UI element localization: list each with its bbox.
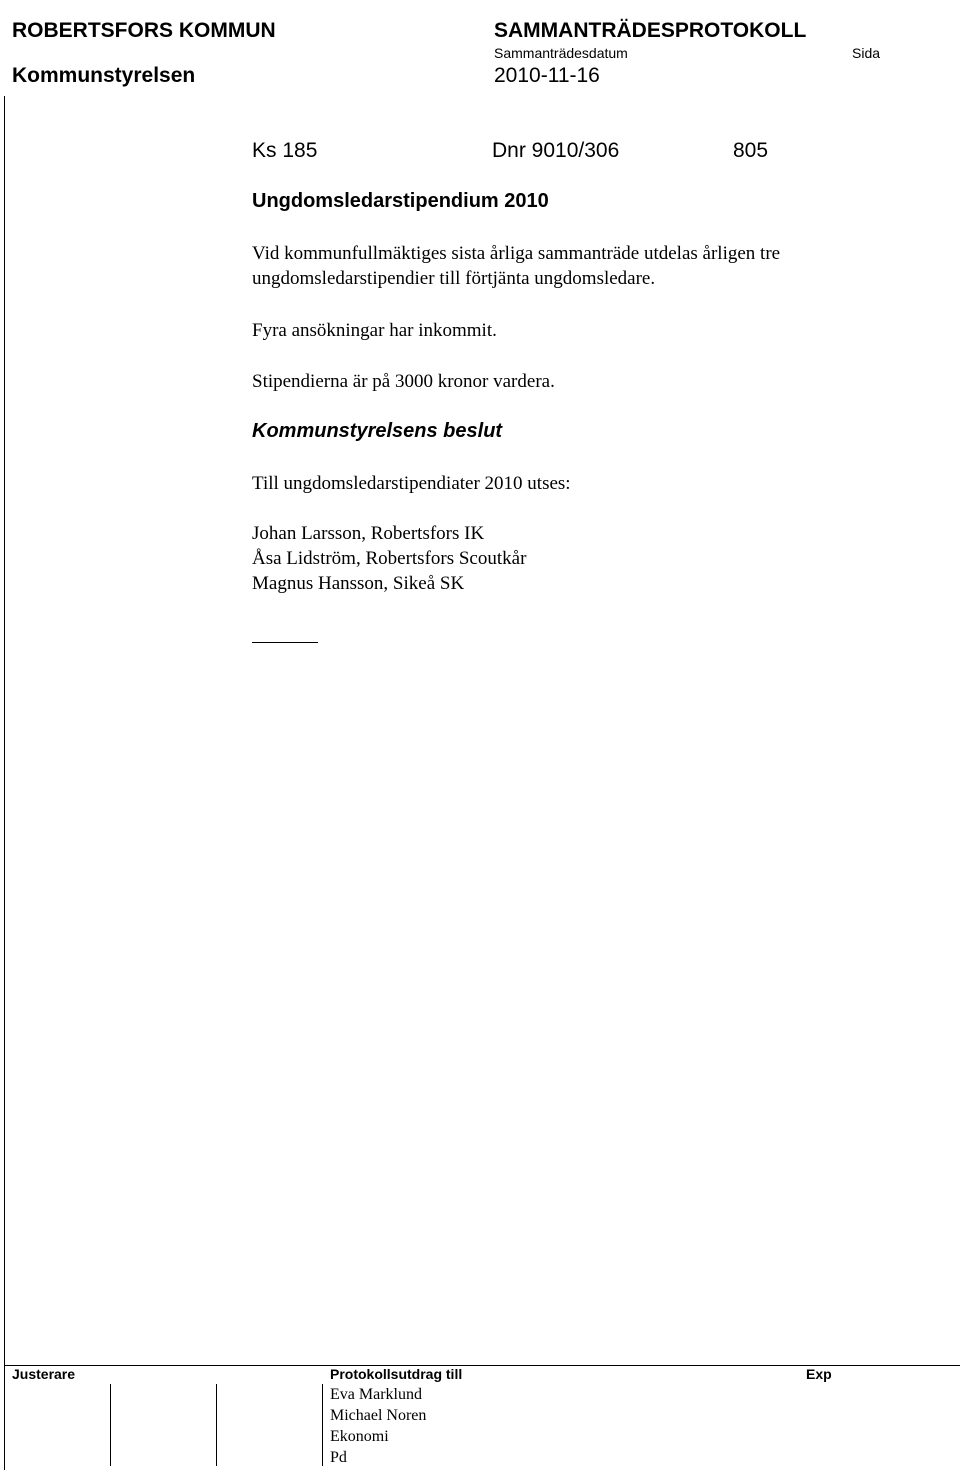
- adjuster-label: Justerare: [12, 1366, 76, 1382]
- decision-heading: Kommunstyrelsens beslut: [252, 420, 503, 442]
- diary-number: Dnr 9010/306: [492, 139, 620, 162]
- paragraph-line: Vid kommunfullmäktiges sista årliga sammanträde utdelas årligen tre: [252, 243, 781, 264]
- extract-label: Protokollsutdrag till: [330, 1366, 463, 1382]
- list-item: Michael Noren: [330, 1407, 427, 1424]
- signature-box-divider: [216, 1384, 217, 1466]
- paragraph-applications: Fyra ansökningar har inkommit.: [252, 320, 497, 341]
- list-item: Åsa Lidström, Robertsfors Scoutkår: [252, 548, 527, 569]
- board-name: Kommunstyrelsen: [12, 64, 196, 87]
- page-label: Sida: [852, 45, 881, 61]
- document-type: SAMMANTRÄDESPROTOKOLL: [494, 19, 807, 42]
- item-title: Ungdomsledarstipendium 2010: [252, 190, 549, 212]
- list-item: Eva Marklund: [330, 1386, 422, 1403]
- item-number: 805: [733, 139, 769, 162]
- meeting-date: 2010-11-16: [494, 64, 600, 87]
- left-margin-rule: [4, 96, 5, 1366]
- section-number: Ks 185: [252, 139, 318, 162]
- paragraph-line: ungdomsledarstipendier till förtjänta ungdomsledare.: [252, 268, 656, 289]
- extract-recipients: [330, 1384, 426, 1468]
- end-rule: [252, 642, 318, 643]
- organization-name: ROBERTSFORS KOMMUN: [12, 19, 276, 42]
- list-item: Ekonomi: [330, 1428, 389, 1445]
- paragraph-intro: [252, 241, 780, 291]
- recipient-list: [252, 521, 526, 596]
- list-item: Magnus Hansson, Sikeå SK: [252, 573, 465, 594]
- exp-label: Exp: [806, 1366, 832, 1382]
- meeting-date-label: Sammanträdesdatum: [494, 45, 628, 61]
- signature-box-divider: [322, 1384, 323, 1466]
- list-item: Johan Larsson, Robertsfors IK: [252, 523, 485, 544]
- list-item: Pd: [330, 1449, 347, 1466]
- paragraph-amount: Stipendierna är på 3000 kronor vardera.: [252, 371, 555, 392]
- signature-box-divider: [110, 1384, 111, 1466]
- decision-text: Till ungdomsledarstipendiater 2010 utses:: [252, 473, 571, 494]
- signature-box-divider: [4, 1365, 5, 1470]
